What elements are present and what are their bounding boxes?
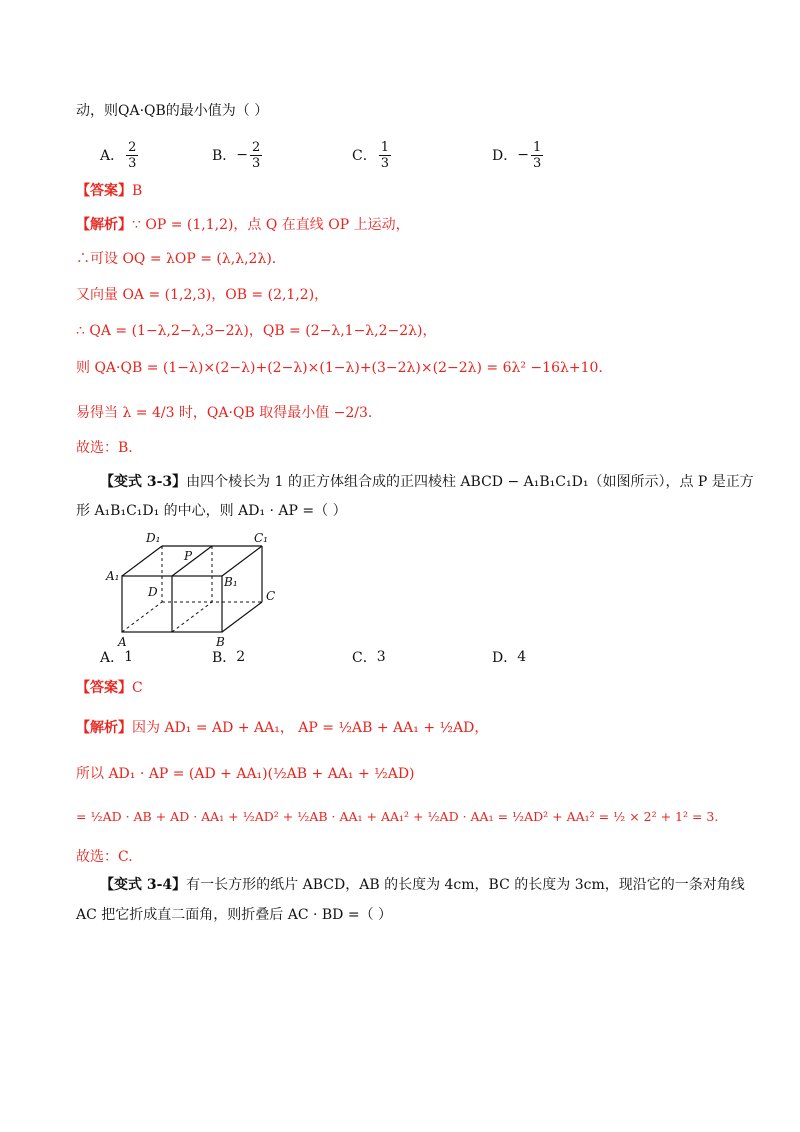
label-a1: A₁ bbox=[106, 569, 120, 583]
q1-analysis-line-4: ∴ QA = (1−λ,2−λ,3−2λ)，QB = (2−λ,1−λ,2−2λ)， bbox=[76, 323, 437, 339]
q2-stem-line-1: 【变式 3-3】由四个棱长为 1 的正方体组合成的正四棱柱 ABCD − A₁B₁C₁D₁（如图所示），点 P 是正方 bbox=[100, 474, 754, 490]
q1-options bbox=[100, 135, 740, 175]
q2-option-b: B． 2 bbox=[212, 649, 246, 666]
label-c1: C₁ bbox=[254, 531, 268, 545]
q2-option-c: C． 3 bbox=[352, 649, 386, 666]
q1-analysis-line-6: 易得当 λ = 4/3 时，QA·QB 取得最小值 −2/3. bbox=[76, 405, 373, 421]
prism-hidden-middle-bottom bbox=[172, 602, 212, 632]
q1-option-a: A． $\frac{2}{3}$ bbox=[100, 139, 137, 171]
q1-answer: 【答案】B bbox=[76, 183, 143, 199]
q2-analysis-line-3: = ½AD · AB + AD · AA₁ + ½AD² + ½AB · AA₁ + AA₁² + ½AD · AA₁ = ½AD² + AA₁² = ½ × 2² + 1² = 3. bbox=[76, 809, 719, 824]
prism-figure bbox=[98, 528, 278, 648]
prism-top-right-edge bbox=[222, 546, 262, 576]
q2-answer: 【答案】C bbox=[76, 680, 143, 696]
q2-stem-line-2: 形 A₁B₁C₁D₁ 的中心，则 AD₁ · AP =（ ） bbox=[76, 503, 347, 519]
q2-conclusion: 故选：C. bbox=[76, 849, 133, 865]
label-d: D bbox=[148, 585, 158, 599]
prism-right-bottom-edge bbox=[222, 602, 262, 632]
label-d1: D₁ bbox=[146, 531, 161, 545]
q1-stem: 动，则QA·QB的最小值为（ ） bbox=[76, 103, 269, 119]
q1-option-b: B． − $\frac{2}{3}$ bbox=[212, 139, 261, 171]
q2-analysis-line-2: 所以 AD₁ · AP = (AD + AA₁)(½AB + AA₁ + ½AD) bbox=[76, 766, 415, 782]
q3-stem-line-1: 【变式 3-4】有一长方形的纸片 ABCD，AB 的长度为 4cm，BC 的长度为 3cm，现沿它的一条对角线 bbox=[100, 877, 745, 893]
label-p: P bbox=[184, 549, 193, 563]
q1-analysis-line-5: 则 QA·QB = (1−λ)×(2−λ)+(2−λ)×(1−λ)+(3−2λ)×(2−2λ) = 6λ² −16λ+10. bbox=[76, 360, 603, 376]
q3-stem-line-2: AC 把它折成直二面角，则折叠后 AC · BD =（ ） bbox=[76, 907, 393, 923]
q2-option-a: A． 1 bbox=[100, 649, 134, 666]
q2-option-d: D． 4 bbox=[492, 649, 527, 666]
q2-options bbox=[100, 645, 740, 669]
label-b: B bbox=[216, 635, 225, 648]
label-c: C bbox=[266, 589, 276, 603]
q1-conclusion: 故选：B. bbox=[76, 440, 133, 456]
q1-analysis-line-1: 【解析】∵ OP = (1,1,2)，点 Q 在直线 OP 上运动， bbox=[76, 217, 410, 233]
prism-top-left-edge bbox=[122, 546, 162, 576]
prism-hidden-left-bottom-edge bbox=[122, 602, 162, 632]
q1-analysis-line-2: ∴可设 OQ = λOP = (λ,λ,2λ). bbox=[76, 251, 277, 267]
label-a: A bbox=[118, 635, 127, 648]
q1-option-c: C． $\frac{1}{3}$ bbox=[352, 139, 389, 171]
q1-option-d: D． − $\frac{1}{3}$ bbox=[492, 139, 542, 171]
label-b1: B₁ bbox=[224, 575, 238, 589]
q2-analysis-line-1: 【解析】因为 AD₁ = AD + AA₁， AP = ½AB + AA₁ + ½AD， bbox=[76, 720, 489, 736]
q1-analysis-line-3: 又向量 OA = (1,2,3)，OB = (2,1,2)， bbox=[76, 287, 329, 303]
